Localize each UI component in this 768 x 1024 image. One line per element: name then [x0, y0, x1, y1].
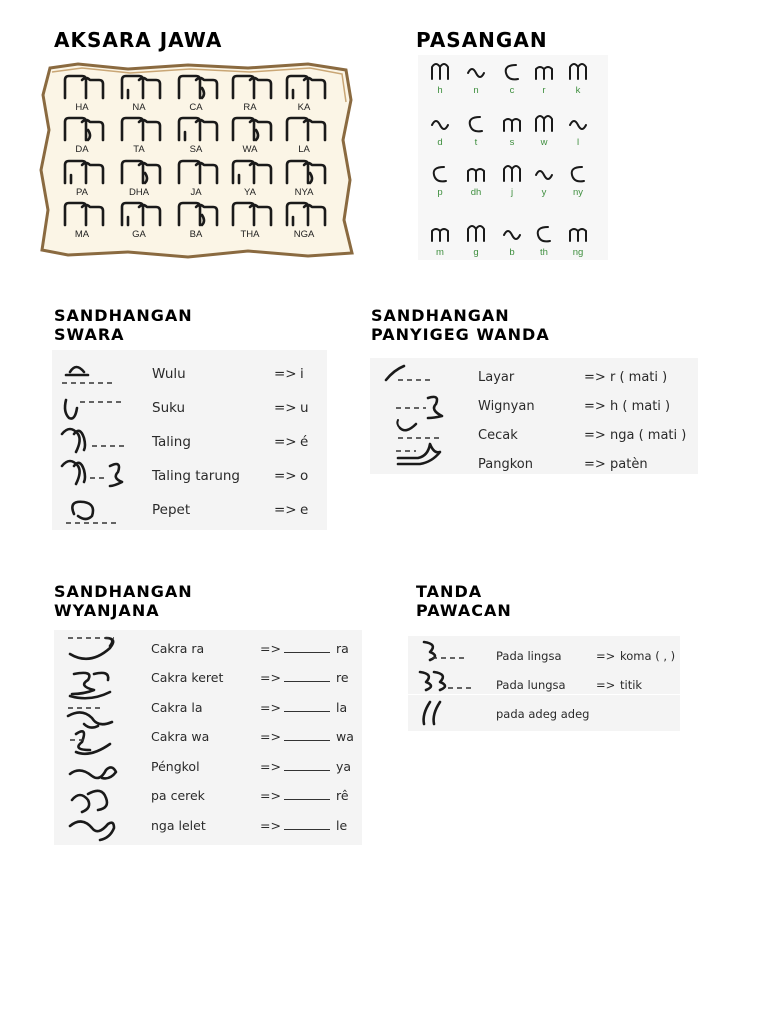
aksara-label: YA	[244, 187, 256, 198]
pasangan-label: w	[540, 137, 548, 148]
panyigeg-title-line1: SANDHANGAN	[371, 306, 510, 325]
pasangan-label: c	[509, 85, 515, 96]
pasangan-label: k	[575, 85, 581, 96]
pasangan-label: d	[437, 137, 443, 148]
swara-item-name: Taling tarung	[152, 468, 241, 484]
panyigeg-arrow: =>	[584, 456, 606, 472]
pasangan-title: PASANGAN	[416, 28, 548, 52]
wyanjana-item-value: le	[336, 817, 348, 833]
aksara-label: MA	[74, 229, 90, 240]
panyigeg-row	[370, 392, 698, 420]
aksara-label: NYA	[294, 187, 314, 198]
pawacan-row	[408, 671, 680, 699]
wyanjana-row	[54, 752, 362, 780]
swara-row	[52, 496, 327, 524]
pasangan-chart	[418, 55, 618, 260]
wyanjana-item-value: re	[336, 670, 349, 685]
blank-line	[284, 701, 330, 712]
pasangan-label: h	[437, 85, 443, 96]
blank-line	[284, 671, 330, 682]
pawacan-panel	[408, 636, 680, 731]
aksara-label: KA	[297, 102, 311, 113]
wyanjana-item-value: ra	[336, 640, 349, 656]
aksara-jawa-chart	[38, 60, 358, 260]
aksara-label: HA	[75, 102, 89, 113]
wyanjana-row	[54, 723, 362, 751]
pawacan-item-value: titik	[620, 678, 643, 692]
wyanjana-panel	[54, 630, 362, 845]
pasangan-label: s	[509, 137, 515, 148]
wyanjana-title-line2: WYANJANA	[54, 601, 160, 620]
blank-line	[284, 730, 330, 741]
pasangan-label: t	[474, 137, 478, 148]
pasangan-label: b	[509, 247, 515, 258]
swara-arrow: =>	[274, 468, 297, 484]
pasangan-label: j	[510, 187, 514, 198]
pawacan-item-name: pada adeg adeg	[496, 707, 590, 721]
aksara-label: SA	[189, 144, 203, 155]
pawacan-item-name: Pada lungsa	[496, 678, 566, 692]
swara-item-value: i	[300, 366, 304, 382]
swara-arrow: =>	[274, 502, 297, 518]
panyigeg-panel	[370, 358, 698, 474]
swara-item-name: Suku	[152, 400, 186, 416]
pawacan-arrow: =>	[596, 649, 616, 663]
aksara-jawa-title: AKSARA JAWA	[54, 28, 223, 52]
pasangan-label: th	[540, 247, 548, 258]
panyigeg-arrow: =>	[584, 427, 606, 443]
wyanjana-item-name: Cakra keret	[151, 670, 224, 685]
wyanjana-arrow: =>	[260, 640, 281, 656]
pasangan-label: y	[541, 187, 547, 198]
swara-title	[54, 306, 193, 344]
aksara-label: DHA	[128, 187, 150, 198]
wyanjana-item-value: ya	[336, 758, 352, 774]
aksara-label: DA	[75, 144, 89, 155]
pasangan-label: r	[542, 85, 546, 96]
pasangan-label: ny	[572, 187, 584, 198]
swara-item-name: Wulu	[152, 366, 186, 382]
wyanjana-arrow: =>	[260, 670, 281, 685]
wyanjana-row	[54, 693, 362, 721]
aksara-label: RA	[243, 102, 257, 113]
pasangan-label: g	[473, 247, 479, 258]
wyanjana-item-name: Cakra ra	[151, 640, 205, 656]
pasangan-label: p	[437, 187, 443, 198]
aksara-label: PA	[76, 187, 88, 198]
wyanjana-item-name: Péngkol	[151, 758, 200, 774]
wyanjana-row	[54, 634, 362, 662]
pawacan-title	[416, 582, 512, 620]
panyigeg-item-name: Layar	[478, 369, 515, 385]
pawacan-title-line2: PAWACAN	[416, 601, 512, 620]
pawacan-title-line1: TANDA	[416, 582, 483, 601]
wyanjana-arrow: =>	[260, 699, 281, 715]
pasangan-label: dh	[470, 187, 482, 198]
swara-arrow: =>	[274, 366, 297, 382]
swara-item-value: é	[300, 434, 309, 450]
wyanjana-row	[54, 811, 362, 839]
blank-line	[284, 760, 330, 771]
wyanjana-item-name: Cakra la	[151, 699, 203, 715]
wyanjana-title-line1: SANDHANGAN	[54, 582, 193, 601]
panyigeg-item-name: Pangkon	[478, 456, 533, 472]
swara-row	[52, 428, 327, 456]
panyigeg-item-value: nga ( mati )	[610, 427, 687, 443]
swara-item-value: o	[300, 468, 309, 484]
wyanjana-arrow: =>	[260, 758, 281, 774]
wyanjana-arrow: =>	[260, 788, 281, 803]
aksara-label: TA	[133, 144, 145, 155]
wyanjana-arrow: =>	[260, 817, 281, 833]
blank-line	[284, 819, 330, 830]
pasangan-label: n	[473, 85, 479, 96]
pasangan-label: ng	[572, 247, 584, 258]
panyigeg-row	[370, 450, 698, 478]
pasangan-label: m	[436, 247, 444, 258]
wyanjana-item-name: pa cerek	[151, 788, 205, 803]
swara-item-name: Pepet	[152, 502, 191, 518]
aksara-label: WA	[242, 144, 258, 155]
aksara-label: THA	[240, 229, 260, 240]
panyigeg-item-name: Wignyan	[478, 398, 535, 414]
wyanjana-arrow: =>	[260, 729, 281, 744]
aksara-label: LA	[298, 144, 310, 155]
wyanjana-row	[54, 782, 362, 810]
pawacan-row	[408, 642, 680, 670]
panyigeg-item-value: r ( mati )	[610, 369, 668, 385]
wyanjana-item-name: nga lelet	[151, 817, 206, 833]
swara-row	[52, 394, 327, 422]
aksara-label: JA	[190, 187, 202, 198]
aksara-label: BA	[189, 229, 203, 240]
swara-title-line1: SANDHANGAN	[54, 306, 193, 325]
wyanjana-row	[54, 664, 362, 692]
swara-item-value: u	[300, 400, 309, 416]
panyigeg-item-value: patèn	[610, 456, 648, 472]
wyanjana-item-name: Cakra wa	[151, 729, 210, 744]
swara-item-name: Taling	[152, 434, 191, 450]
swara-panel	[52, 350, 327, 530]
panyigeg-title	[371, 306, 550, 344]
wyanjana-item-value: la	[336, 699, 348, 715]
swara-arrow: =>	[274, 434, 297, 450]
aksara-label: GA	[132, 229, 146, 240]
pawacan-item-name: Pada lingsa	[496, 649, 562, 663]
pawacan-arrow: =>	[596, 678, 616, 692]
panyigeg-row	[370, 363, 698, 391]
panyigeg-arrow: =>	[584, 369, 606, 385]
blank-line	[284, 789, 330, 800]
aksara-label: NGA	[293, 229, 315, 240]
panyigeg-row	[370, 421, 698, 449]
panyigeg-item-value: h ( mati )	[610, 398, 671, 414]
pawacan-row	[408, 700, 680, 728]
swara-arrow: =>	[274, 400, 297, 416]
swara-title-line2: SWARA	[54, 325, 125, 344]
wyanjana-title	[54, 582, 193, 620]
swara-item-value: e	[300, 502, 309, 518]
aksara-label: CA	[189, 102, 203, 113]
panyigeg-item-name: Cecak	[478, 427, 518, 443]
swara-row	[52, 462, 327, 490]
wyanjana-item-value: wa	[336, 729, 354, 744]
pawacan-item-value: koma ( , )	[620, 649, 676, 663]
swara-row	[52, 360, 327, 388]
pasangan-label: l	[576, 137, 580, 148]
panyigeg-title-line2: PANYIGEG WANDA	[371, 325, 550, 344]
panyigeg-arrow: =>	[584, 398, 606, 414]
wyanjana-item-value: rê	[336, 788, 349, 803]
blank-line	[284, 642, 330, 653]
aksara-label: NA	[132, 102, 146, 113]
